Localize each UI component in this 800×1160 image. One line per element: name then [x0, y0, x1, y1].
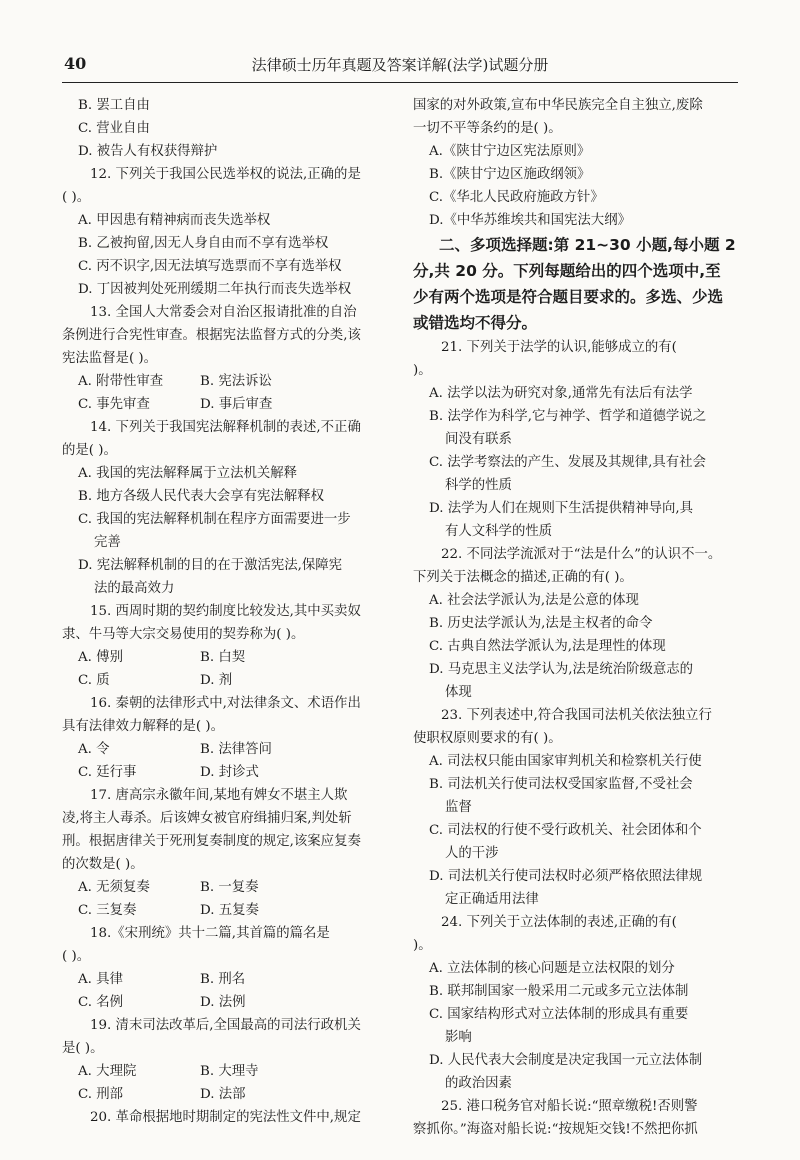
option-line: A. 立法体制的核心问题是立法权限的划分 [429, 961, 675, 976]
option-text: A. 附带性审查 [78, 374, 164, 389]
question-line: 22. 不同法学流派对于“法是什么”的认识不一。 [441, 547, 722, 562]
question-line: 13. 全国人大常委会对自治区报请批准的自治 [90, 305, 357, 320]
text-line: 的次数是( )。 [62, 857, 144, 872]
option-pair [62, 646, 387, 669]
option-pair [62, 1083, 387, 1106]
option-line: D. 宪法解释机制的目的在于激活宪法,保障宪 [78, 558, 343, 573]
question-line: 17. 唐高宗永徽年间,某地有婢女不堪主人欺 [90, 788, 348, 803]
option-text: B. 法律答问 [200, 742, 272, 757]
option-pair [62, 393, 387, 416]
option-pair [62, 968, 387, 991]
text-line: 隶、牛马等大宗交易使用的契券称为( )。 [62, 627, 305, 642]
option-continuation: 科学的性质 [445, 478, 512, 493]
option-text: B. 刑名 [200, 972, 246, 987]
option-line: B. 乙被拘留,因无人身自由而不享有选举权 [78, 236, 329, 251]
section-heading-line: 二、多项选择题:第 21~30 小题,每小题 2 [439, 236, 736, 254]
text-line: )。 [413, 363, 432, 378]
option-text: C. 名例 [78, 995, 124, 1010]
option-text: A. 具律 [78, 972, 123, 987]
option-text: A. 傅别 [78, 650, 123, 665]
option-line: D. 法学为人们在规则下生活提供精神导向,具 [429, 501, 694, 516]
option-line: D. 丁因被判处死刑缓期二年执行而丧失选举权 [78, 282, 352, 297]
question-line: 12. 下列关于我国公民选举权的说法,正确的是 [90, 167, 361, 182]
option-line: A. 法学以法为研究对象,通常先有法后有法学 [429, 386, 693, 401]
option-text: A. 无须复奏 [78, 880, 150, 895]
option-continuation: 体现 [445, 685, 472, 700]
option-continuation: 的政治因素 [445, 1076, 512, 1091]
option-line: B.《陕甘宁边区施政纲领》 [429, 167, 591, 182]
text-line: 察抓你。”海盗对船长说:“按规矩交钱!不然把你抓 [413, 1122, 698, 1137]
option-pair [62, 899, 387, 922]
option-text: C. 三复奏 [78, 903, 137, 918]
option-line: A.《陕甘宁边区宪法原则》 [429, 144, 591, 159]
text-line: 一切不平等条约的是( )。 [413, 121, 562, 136]
text-line: )。 [413, 938, 432, 953]
option-pair [62, 370, 387, 393]
option-line: A. 司法权只能由国家审判机关和检察机关行使 [429, 754, 702, 769]
option-text: B. 大理寺 [200, 1064, 259, 1079]
question-line: 16. 秦朝的法律形式中,对法律条文、术语作出 [90, 696, 361, 711]
option-line: D.《中华苏维埃共和国宪法大纲》 [429, 213, 631, 228]
option-line: C. 国家结构形式对立法体制的形成具有重要 [429, 1007, 689, 1022]
text-line: ( )。 [62, 949, 91, 964]
option-line: D. 被告人有权获得辩护 [78, 144, 218, 159]
option-continuation: 人的干涉 [445, 846, 499, 861]
text-line: ( )。 [62, 190, 91, 205]
option-pair [62, 761, 387, 784]
question-line: 14. 下列关于我国宪法解释机制的表述,不正确 [90, 420, 361, 435]
option-line: A. 社会法学派认为,法是公意的体现 [429, 593, 639, 608]
question-line: 15. 西周时期的契约制度比较发达,其中买卖奴 [90, 604, 361, 619]
option-line: C. 司法权的行使不受行政机关、社会团体和个 [429, 823, 702, 838]
option-line: B. 法学作为科学,它与神学、哲学和道德学说之 [429, 409, 707, 424]
page-header [62, 48, 738, 78]
option-text: C. 质 [78, 673, 110, 688]
option-continuation: 有人文科学的性质 [445, 524, 553, 539]
option-continuation: 法的最高效力 [94, 581, 175, 596]
question-line: 24. 下列关于立法体制的表述,正确的有( [441, 915, 677, 930]
option-line: C.《华北人民政府施政方针》 [429, 190, 604, 205]
option-text: B. 一复奏 [200, 880, 259, 895]
option-text: A. 令 [78, 742, 110, 757]
option-line: B. 司法机关行使司法权受国家监督,不受社会 [429, 777, 693, 792]
option-line: D. 司法机关行使司法权时必须严格依照法律规 [429, 869, 703, 884]
option-text: D. 封诊式 [200, 765, 259, 780]
option-line: B. 地方各级人民代表大会享有宪法解释权 [78, 489, 324, 504]
option-pair [62, 669, 387, 692]
option-text: C. 廷行事 [78, 765, 137, 780]
option-text: D. 剂 [200, 673, 233, 688]
option-pair [62, 991, 387, 1014]
option-text: B. 白契 [200, 650, 246, 665]
option-continuation: 定正确适用法律 [445, 892, 539, 907]
option-line: C. 我国的宪法解释机制在程序方面需要进一步 [78, 512, 351, 527]
option-pair [62, 1060, 387, 1083]
option-pair [62, 738, 387, 761]
option-continuation: 间没有联系 [445, 432, 512, 447]
text-line: 刑。根据唐律关于死刑复奏制度的规定,该案应复奏 [62, 834, 361, 849]
page-number: 40 [64, 54, 87, 73]
option-line: A. 甲因患有精神病而丧失选举权 [78, 213, 271, 228]
question-line: 25. 港口税务官对船长说:“照章缴税!否则警 [441, 1099, 698, 1114]
option-line: D. 人民代表大会制度是决定我国一元立法体制 [429, 1053, 703, 1068]
option-continuation: 完善 [94, 535, 121, 550]
question-line: 19. 清末司法改革后,全国最高的司法行政机关 [90, 1018, 361, 1033]
option-text: C. 事先审查 [78, 397, 150, 412]
option-line: A. 我国的宪法解释属于立法机关解释 [78, 466, 298, 481]
option-line: D. 马克思主义法学认为,法是统治阶级意志的 [429, 662, 694, 677]
option-line: C. 丙不识字,因无法填写选票而不享有选举权 [78, 259, 342, 274]
option-text: D. 五复奏 [200, 903, 259, 918]
option-text: D. 法例 [200, 995, 246, 1010]
option-text: B. 宪法诉讼 [200, 374, 272, 389]
text-line: 条例进行合宪性审查。根据宪法监督方式的分类,该 [62, 328, 361, 343]
option-text: D. 事后审查 [200, 397, 273, 412]
text-line: 具有法律效力解释的是( )。 [62, 719, 225, 734]
option-line: B. 联邦制国家一般采用二元或多元立法体制 [429, 984, 689, 999]
text-line: 是( )。 [62, 1041, 104, 1056]
section-heading-line: 分,共 20 分。下列每题给出的四个选项中,至 [413, 262, 721, 280]
option-line: B. 历史法学派认为,法是主权者的命令 [429, 616, 653, 631]
option-text: A. 大理院 [78, 1064, 137, 1079]
text-line: 的是( )。 [62, 443, 117, 458]
option-line: C. 营业自由 [78, 121, 150, 136]
section-heading-line: 少有两个选项是符合题目要求的。多选、少选 [413, 288, 724, 306]
text-line: 凌,将主人毒杀。后该婢女被官府缉捕归案,判处斩 [62, 811, 352, 826]
running-title: 法律硕士历年真题及答案详解(法学)试题分册 [251, 56, 549, 74]
question-line: 18.《宋刑统》共十二篇,其首篇的篇名是 [90, 926, 330, 941]
option-continuation: 监督 [445, 800, 472, 815]
option-text: C. 刑部 [78, 1087, 124, 1102]
question-line: 21. 下列关于法学的认识,能够成立的有( [441, 340, 677, 355]
text-line: 国家的对外政策,宣布中华民族完全自主独立,废除 [413, 98, 703, 113]
option-line: C. 古典自然法学派认为,法是理性的体现 [429, 639, 666, 654]
question-line: 20. 革命根据地时期制定的宪法性文件中,规定 [90, 1110, 361, 1125]
question-line: 23. 下列表述中,符合我国司法机关依法独立行 [441, 708, 712, 723]
option-line: C. 法学考察法的产生、发展及其规律,具有社会 [429, 455, 706, 470]
section-heading-line: 或错选均不得分。 [413, 314, 538, 332]
option-text: D. 法部 [200, 1087, 246, 1102]
option-pair [62, 876, 387, 899]
right-column [413, 94, 738, 1141]
left-column [62, 94, 387, 1129]
header-rule [62, 82, 738, 83]
option-line: B. 罢工自由 [78, 98, 150, 113]
option-continuation: 影响 [445, 1030, 472, 1045]
text-line: 下列关于法概念的描述,正确的有( )。 [413, 570, 633, 585]
text-line: 使职权原则要求的有( )。 [413, 731, 562, 746]
text-line: 宪法监督是( )。 [62, 351, 158, 366]
